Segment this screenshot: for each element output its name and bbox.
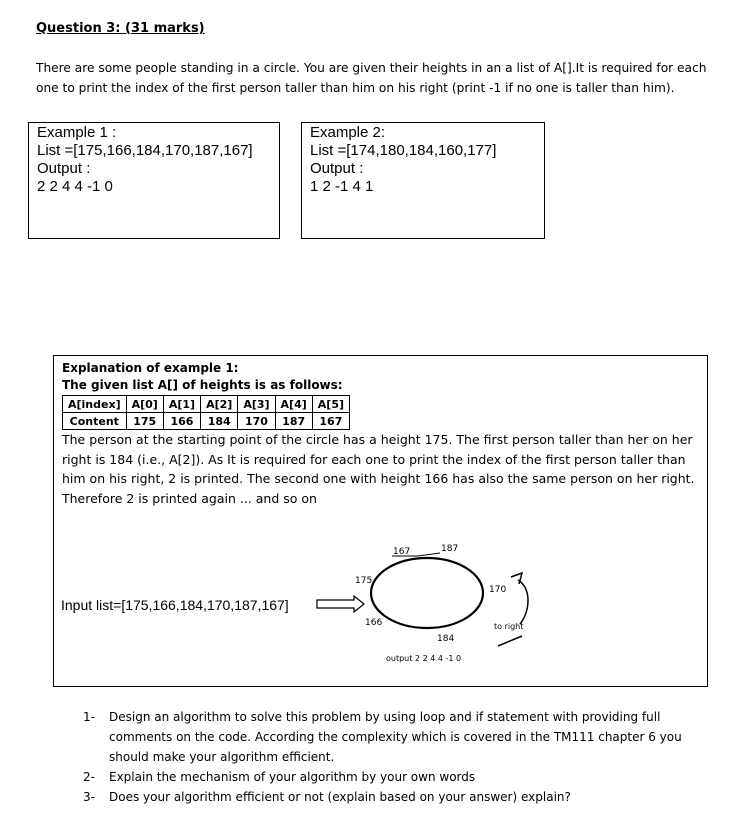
paragraph-line: him on his right, 2 is printed. The second one with height 166 has also the same person on her right. [62,471,695,486]
task-number: 2- [83,770,95,784]
table-cell: A[4] [275,396,312,413]
table-cell: A[1] [163,396,200,413]
input-arrow-icon [317,596,364,612]
circle-label: 184 [437,634,455,644]
task-line: comments on the code. According the complexity which is covered in the TM111 chapter 6 you [109,730,682,744]
table-cell: Content [63,413,127,430]
list-item [83,787,683,807]
explanation-subheading: The given list A[] of heights is as follows: [62,378,343,392]
circle-label: 167 [393,547,411,557]
input-list-label: Input list=[175,166,184,170,187,167] [61,597,289,613]
circle-label: 187 [441,544,459,554]
task-line: Does your algorithm efficient or not (explain based on your answer) explain? [109,790,571,804]
output-label: output 2 2 4 4 -1 0 [386,654,462,663]
table-cell: A[3] [238,396,275,413]
task-number: 3- [83,790,95,804]
table-cell: 170 [238,413,275,430]
table-cell: A[5] [312,396,349,413]
paragraph-line: The person at the starting point of the circle has a height 175. The first person taller than her on her [62,432,693,447]
explanation-heading: Explanation of example 1: [62,361,239,375]
task-number: 1- [83,710,95,724]
people-circle [371,558,483,628]
table-cell: A[2] [201,396,238,413]
task-line: should make your algorithm efficient. [109,750,335,764]
table-cell: 187 [275,413,312,430]
example-1-output-label: Output : [37,160,91,177]
table-cell: 184 [201,413,238,430]
list-item [83,767,683,787]
example-2-list: List =[174,180,184,160,177] [310,142,497,159]
intro-line: There are some people standing in a circle. You are given their heights in an a list of A[].It is required for each [36,61,707,75]
rotation-arrow-icon [518,580,528,624]
label-underline [418,553,440,556]
circle-label: 166 [365,618,383,628]
circle-label: 170 [489,585,507,595]
example-1-output: 2 2 4 4 -1 0 [37,178,113,195]
list-item [83,707,683,767]
example-2-title: Example 2: [310,124,386,141]
direction-stroke [498,636,522,646]
task-line: Design an algorithm to solve this problem by using loop and if statement with providing full [109,710,661,724]
task-line: Explain the mechanism of your algorithm by your own words [109,770,476,784]
question-title: Question 3: (31 marks) [36,21,205,36]
example-1-list: List =[175,166,184,170,187,167] [37,142,253,159]
direction-label: to right [494,622,524,631]
table-cell: A[index] [63,396,127,413]
intro-line: one to print the index of the first person taller than him on his right (print -1 if no one is taller than him). [36,81,675,95]
table-cell: 167 [312,413,349,430]
paragraph-line: Therefore 2 is printed again ... and so on [62,490,317,506]
task-list [83,707,683,807]
example-1-title: Example 1 : [37,124,117,141]
table-cell: 175 [126,413,163,430]
example-2-output-label: Output : [310,160,364,177]
circle-label: 175 [355,576,373,586]
example-2-output: 1 2 -1 4 1 [310,178,374,195]
table-cell: 166 [163,413,200,430]
paragraph-line: right is 184 (i.e., A[2]). As It is required for each one to print the index of the first person taller than [62,451,686,467]
table-cell: A[0] [126,396,163,413]
